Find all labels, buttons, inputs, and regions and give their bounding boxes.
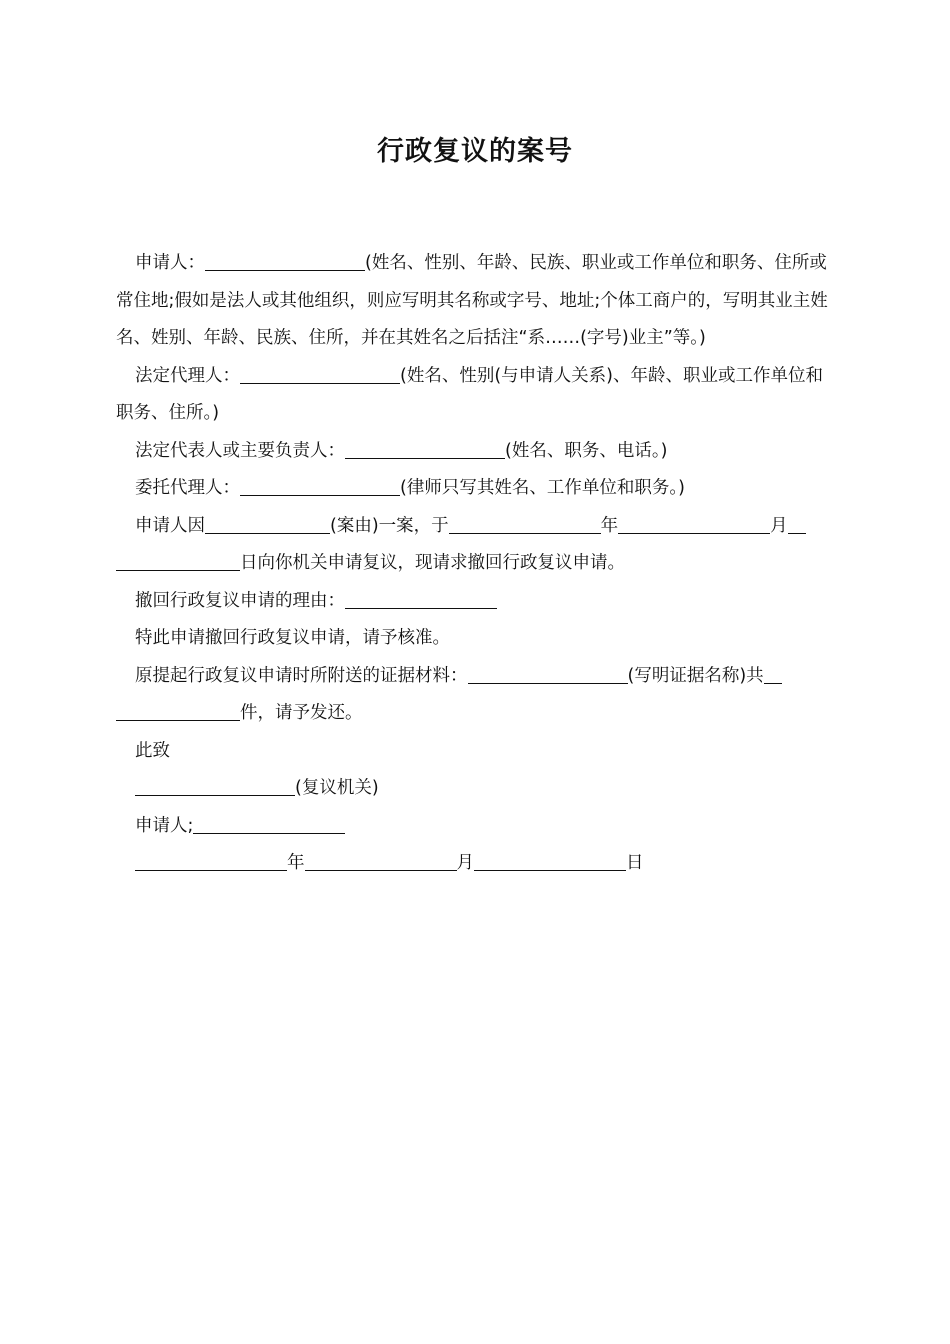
- legal-representative-label: 法定代表人或主要负责人：: [135, 440, 345, 461]
- entrusted-agent-note: (律师只写其姓名、工作单位和职务。): [400, 478, 685, 498]
- review-authority-note: (复议机关): [295, 778, 379, 798]
- document-body: [116, 245, 838, 883]
- case-text-1: 申请人因: [135, 515, 205, 536]
- date-month-blank: [305, 850, 457, 871]
- applicant-paragraph: [116, 245, 838, 358]
- signature-line: [116, 808, 838, 846]
- legal-agent-blank: [240, 363, 400, 384]
- signature-blank: [193, 813, 345, 834]
- case-text-2: (案由)一案，于: [330, 515, 449, 536]
- date-year-blank: [135, 850, 287, 871]
- legal-representative-paragraph: [116, 433, 838, 471]
- applicant-note: (姓名、性别、年龄、民族、职业或工作单位和职务、住所或常住地;假如是法人或其他组织，则应写明其名称或字号、地址;个体工商户的，写明其业主姓名、姓别、年龄、民族、住所，并在其姓名之后括注“系……(字号)业主”等。): [116, 253, 828, 348]
- evidence-count-blank-start: [764, 663, 782, 684]
- legal-representative-blank: [345, 438, 505, 459]
- date-month-label: 月: [456, 853, 474, 873]
- legal-representative-note: (姓名、职务、电话。): [505, 440, 668, 461]
- legal-agent-paragraph: [116, 358, 838, 433]
- date-line: [116, 845, 838, 883]
- review-authority-blank: [135, 775, 295, 796]
- case-day-blank-end: [116, 550, 240, 571]
- legal-agent-note: (姓名、性别(与申请人关系)、年龄、职业或工作单位和职务、住所。): [116, 365, 823, 423]
- case-paragraph: [116, 508, 838, 583]
- case-month-blank: [618, 513, 770, 534]
- withdraw-reason-label: 撤回行政复议申请的理由：: [135, 590, 345, 611]
- legal-agent-label: 法定代理人：: [135, 365, 240, 386]
- review-authority-line: [116, 770, 838, 808]
- case-reason-blank: [205, 513, 330, 534]
- salutation: 此致: [135, 740, 170, 761]
- case-year-blank: [449, 513, 601, 534]
- evidence-text-3: 件，请予发还。: [240, 703, 363, 723]
- case-text-5: 日向你机关申请复议，现请求撤回行政复议申请。: [240, 553, 625, 573]
- evidence-paragraph: [116, 658, 838, 733]
- entrusted-agent-label: 委托代理人：: [135, 478, 240, 498]
- entrusted-agent-paragraph: [116, 470, 838, 508]
- withdraw-reason-paragraph: [116, 583, 838, 621]
- date-day-blank: [474, 850, 626, 871]
- case-text-4: 月: [770, 515, 788, 536]
- document-title: 行政复议的案号: [377, 136, 573, 167]
- case-text-3: 年: [600, 515, 619, 536]
- request-paragraph: 特此申请撤回行政复议申请，请予核准。: [135, 628, 450, 648]
- withdraw-reason-blank: [345, 588, 497, 609]
- date-day-label: 日: [626, 853, 644, 873]
- signature-label: 申请人;: [135, 815, 194, 836]
- evidence-text-2: (写明证据名称)共: [627, 665, 764, 686]
- case-day-blank-start: [788, 513, 806, 534]
- evidence-name-blank: [468, 663, 628, 684]
- date-year-label: 年: [287, 853, 305, 873]
- applicant-label: 申请人：: [135, 253, 205, 273]
- evidence-count-blank-end: [116, 700, 240, 721]
- entrusted-agent-blank: [240, 475, 400, 496]
- applicant-blank: [205, 250, 365, 271]
- evidence-text-1: 原提起行政复议申请时所附送的证据材料：: [135, 665, 468, 686]
